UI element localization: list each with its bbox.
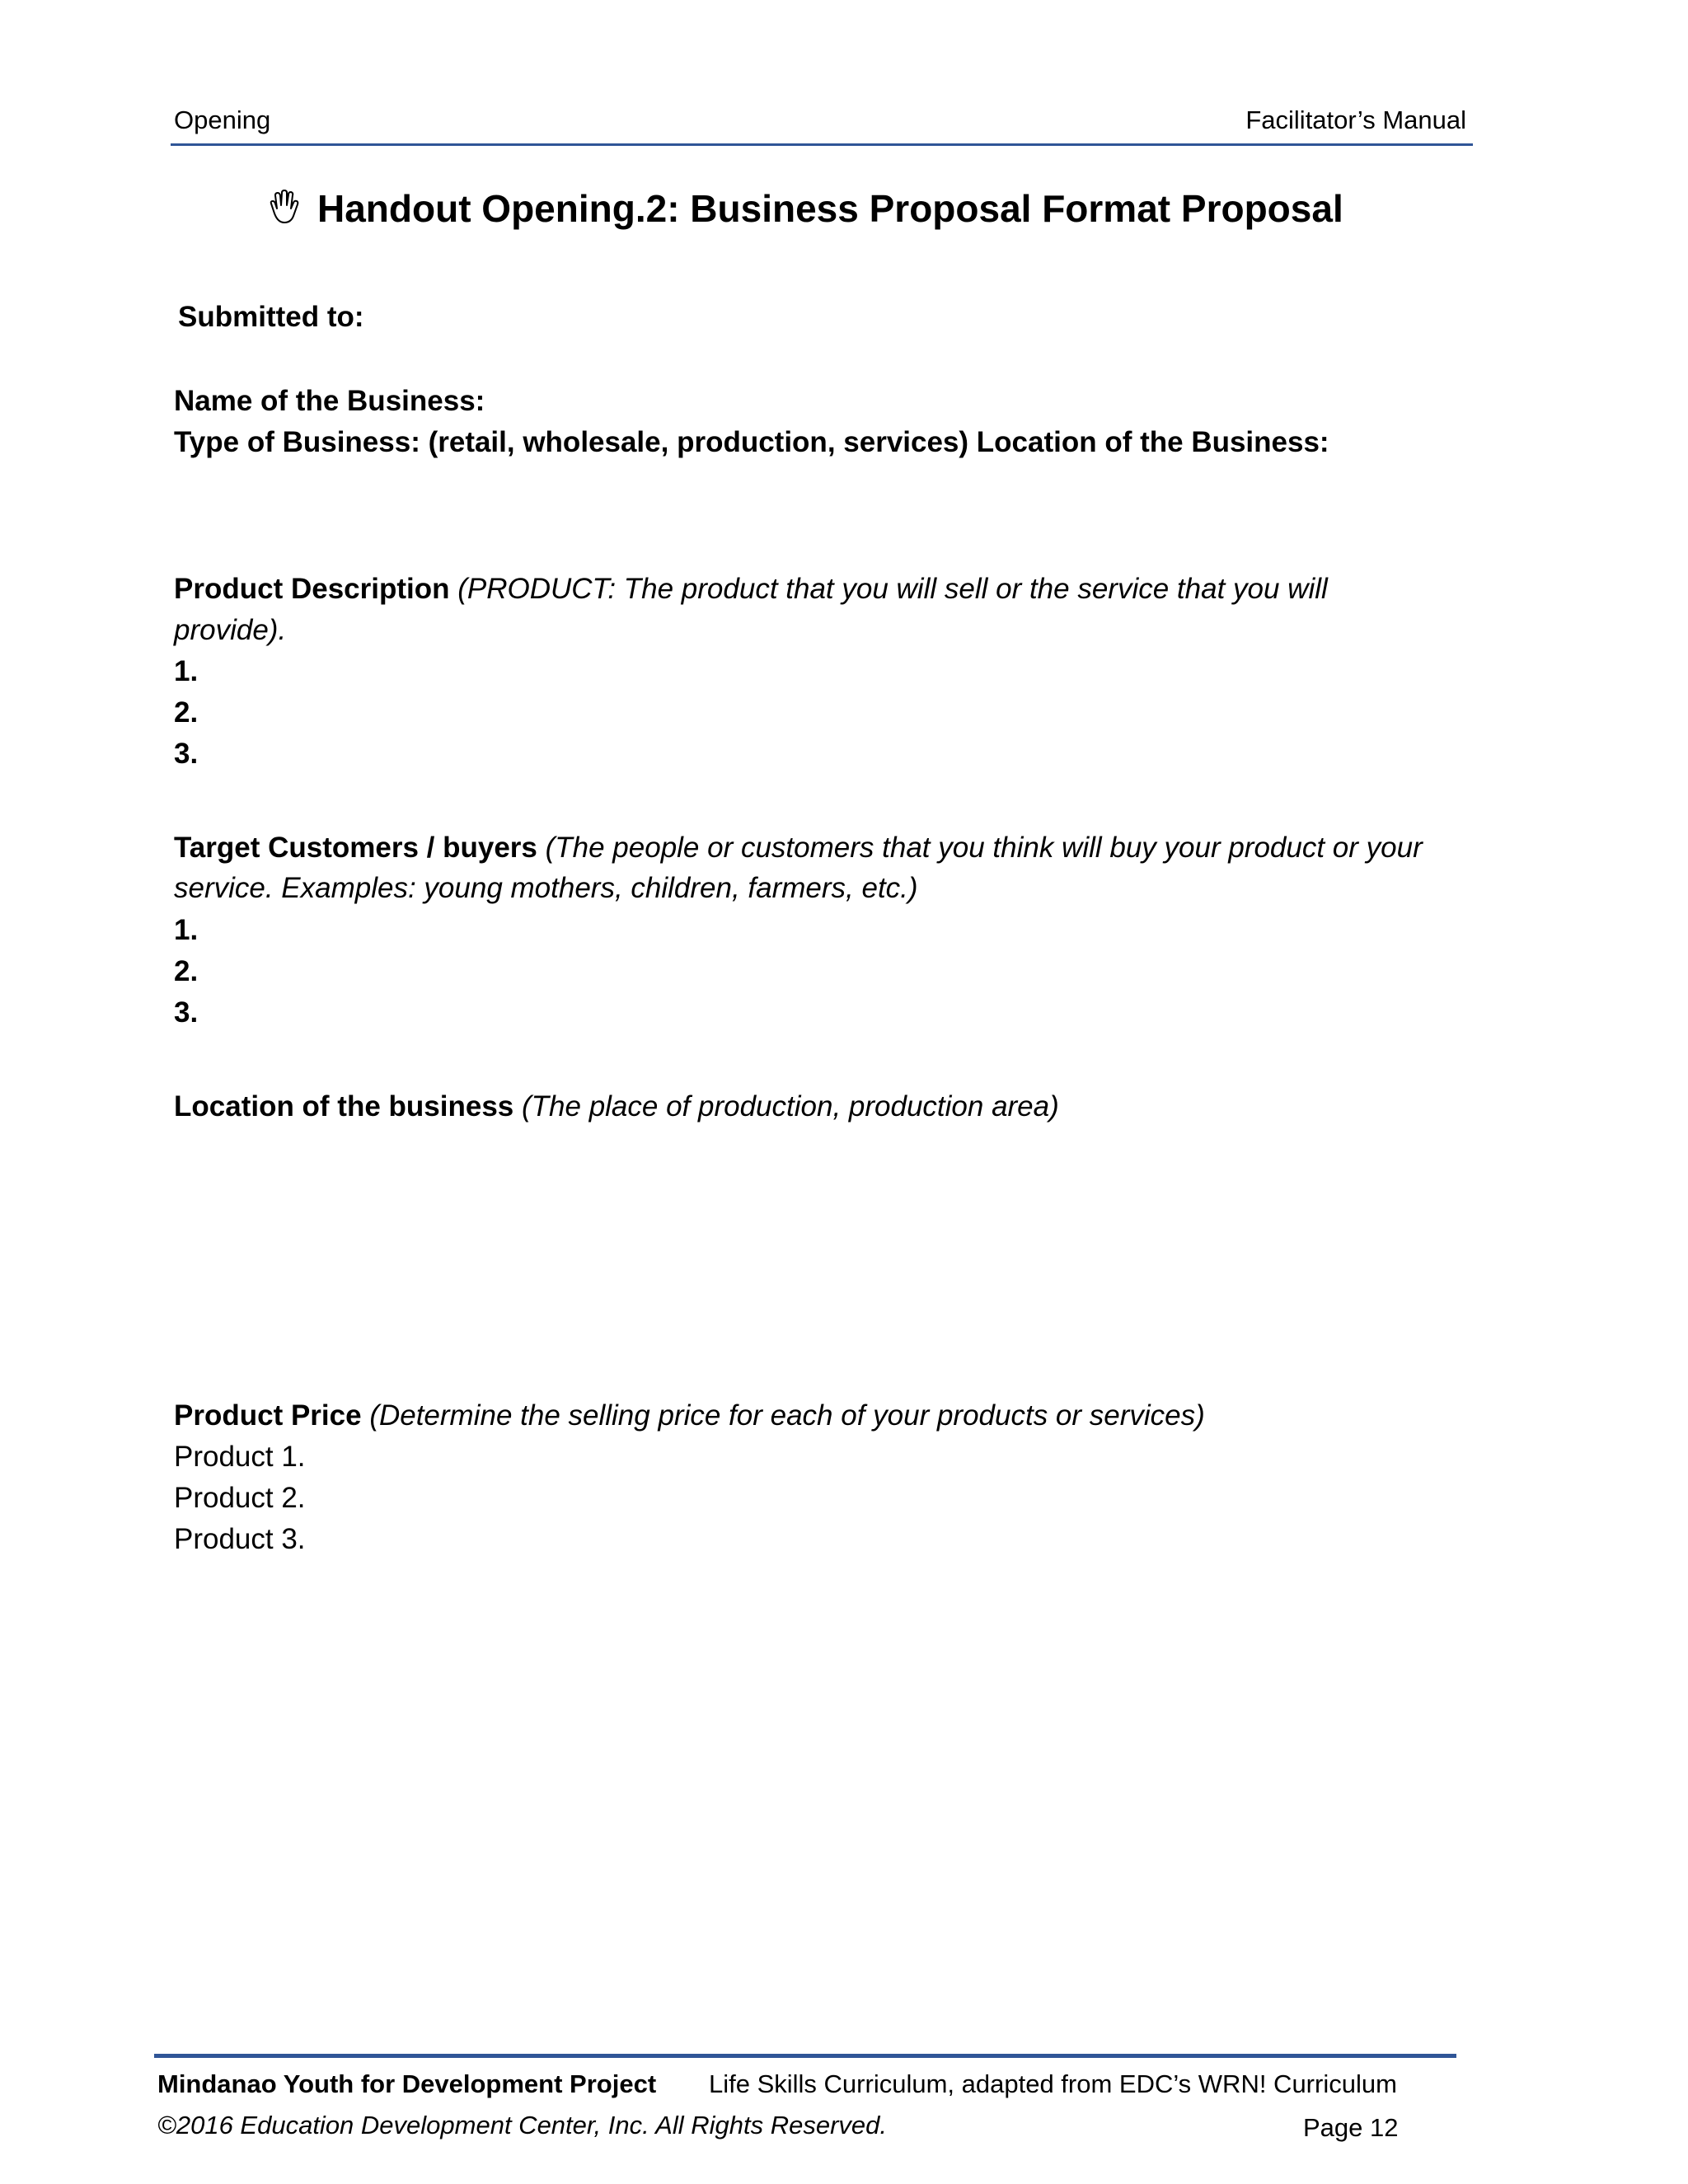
footer-divider: [154, 2054, 1456, 2058]
product-price-label: Product Price: [174, 1399, 362, 1432]
header-divider: [171, 143, 1473, 146]
page-title: Handout Opening.2: Business Proposal Format Proposal: [317, 187, 1343, 230]
list-item: 3.: [174, 996, 199, 1029]
target-customers-heading: [174, 827, 1423, 869]
location-note: (The place of production, production area): [522, 1090, 1059, 1122]
product-description-note-cont: provide).: [174, 614, 287, 646]
handout-title-row: [266, 180, 1343, 237]
hand-icon: [266, 189, 317, 229]
list-item: 1.: [174, 914, 199, 946]
list-item: Product 1.: [174, 1441, 306, 1473]
submitted-to-label: Submitted to:: [178, 301, 364, 333]
list-item: Product 2.: [174, 1482, 306, 1514]
product-description-note: (PRODUCT: The product that you will sell or the service that you will: [457, 573, 1328, 605]
product-price-heading: [174, 1395, 1205, 1436]
list-item: 1.: [174, 655, 199, 687]
business-type-location-label: Type of Business: (retail, wholesale, production, services) Location of the Business:: [174, 426, 1329, 458]
product-price-note: (Determine the selling price for each of your products or services): [369, 1399, 1205, 1432]
header-manual: Facilitator’s Manual: [1245, 105, 1466, 134]
target-customers-note: (The people or customers that you think will buy your product or your: [545, 832, 1423, 864]
list-item: 2.: [174, 696, 199, 729]
list-item: 3.: [174, 738, 199, 770]
page-number: Page 12: [1303, 2113, 1399, 2142]
target-customers-note-cont: service. Examples: young mothers, children, farmers, etc.): [174, 872, 918, 904]
target-customers-label: Target Customers / buyers: [174, 832, 537, 864]
location-heading: [174, 1086, 1059, 1127]
location-label: Location of the business: [174, 1090, 514, 1122]
footer-copyright: ©2016 Education Development Center, Inc. All Rights Reserved.: [157, 2111, 887, 2139]
header-section: Opening: [174, 105, 271, 134]
product-description-heading: [174, 569, 1328, 610]
footer-curriculum: Life Skills Curriculum, adapted from EDC’s WRN! Curriculum: [709, 2069, 1397, 2098]
product-description-label: Product Description: [174, 573, 450, 605]
footer-project: Mindanao Youth for Development Project: [157, 2069, 657, 2098]
list-item: 2.: [174, 955, 199, 987]
business-name-label: Name of the Business:: [174, 385, 485, 417]
list-item: Product 3.: [174, 1523, 306, 1555]
